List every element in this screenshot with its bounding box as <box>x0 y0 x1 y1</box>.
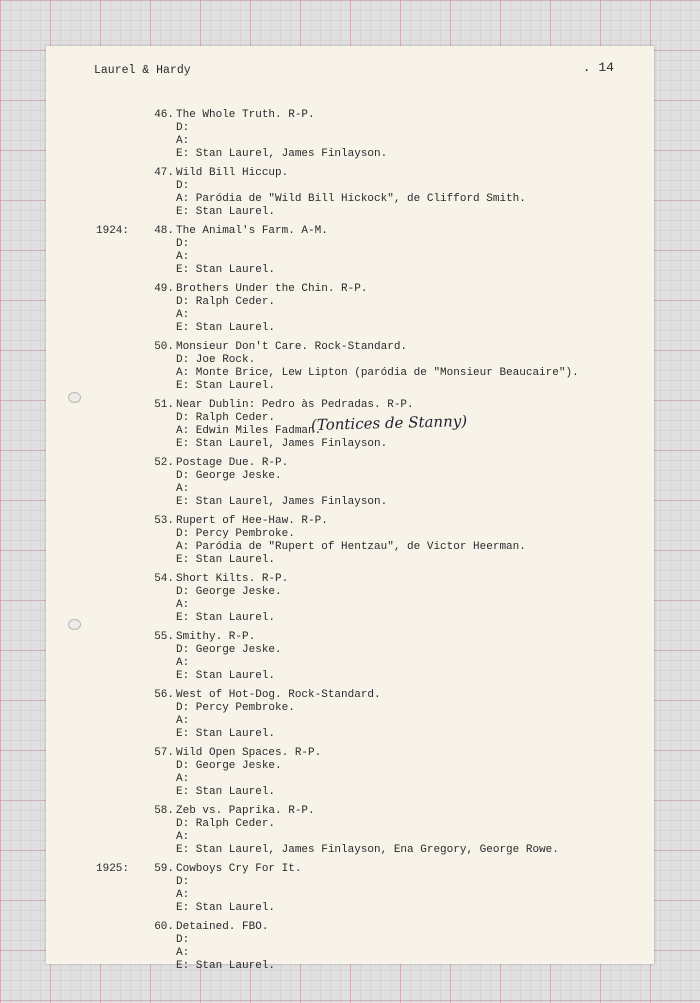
credit-text: A: <box>176 309 190 321</box>
film-credit-line <box>46 670 654 683</box>
film-title: Near Dublin: Pedro às Pedradas. R-P. <box>176 399 414 411</box>
film-number: 50. <box>154 341 174 353</box>
film-title: The Animal's Farm. A-M. <box>176 225 328 237</box>
film-title: Wild Open Spaces. R-P. <box>176 747 322 759</box>
film-credit-line <box>46 180 654 193</box>
film-credit-line <box>46 483 654 496</box>
page-header-title: Laurel & Hardy <box>94 64 191 77</box>
document-page <box>46 46 654 972</box>
film-credit-line <box>46 438 654 451</box>
film-credit-line <box>46 876 654 889</box>
credit-text: E: Stan Laurel. <box>176 612 276 624</box>
credit-text: A: Monte Brice, Lew Lipton (paródia de "Monsieur Beaucaire"). <box>176 367 579 379</box>
film-entry-heading <box>46 863 654 876</box>
credit-text: D: <box>176 876 190 888</box>
film-credit-line <box>46 238 654 251</box>
credit-text: E: Stan Laurel, James Finlayson, Ena Gregory, George Rowe. <box>176 844 559 856</box>
credit-text: E: Stan Laurel. <box>176 380 276 392</box>
film-title: Rupert of Hee-Haw. R-P. <box>176 515 328 527</box>
film-credit-line <box>46 773 654 786</box>
film-credit-line <box>46 264 654 277</box>
film-entry-heading <box>46 689 654 702</box>
film-credit-line <box>46 889 654 902</box>
film-credit-line <box>46 728 654 741</box>
credit-text: E: Stan Laurel, James Finlayson. <box>176 496 388 508</box>
film-credit-line <box>46 934 654 947</box>
film-number: 53. <box>154 515 174 527</box>
film-entry-heading <box>46 921 654 934</box>
film-entry-heading <box>46 399 654 412</box>
film-number: 52. <box>154 457 174 469</box>
film-entry-heading <box>46 225 654 238</box>
film-number: 48. <box>154 225 174 237</box>
film-entry-heading <box>46 457 654 470</box>
film-credit-line <box>46 354 654 367</box>
film-number: 55. <box>154 631 174 643</box>
film-credit-line <box>46 960 654 973</box>
film-entry <box>46 109 654 161</box>
year-label: 1924: <box>96 225 130 237</box>
credit-text: D: <box>176 934 190 946</box>
film-title: Wild Bill Hiccup. <box>176 167 289 179</box>
film-credit-line <box>46 367 654 380</box>
film-number: 47. <box>154 167 174 179</box>
film-credit-line <box>46 586 654 599</box>
film-credit-line <box>46 818 654 831</box>
credit-text: D: George Jeske. <box>176 586 282 598</box>
credit-text: D: <box>176 122 190 134</box>
credit-text: A: <box>176 251 190 263</box>
credit-text: A: <box>176 831 190 843</box>
credit-text: A: <box>176 135 190 147</box>
credit-text: D: <box>176 238 190 250</box>
film-title: The Whole Truth. R-P. <box>176 109 315 121</box>
film-credit-line <box>46 831 654 844</box>
film-entry-heading <box>46 341 654 354</box>
film-number: 56. <box>154 689 174 701</box>
film-credit-line <box>46 296 654 309</box>
film-entry-heading <box>46 167 654 180</box>
credit-text: A: Paródia de "Wild Bill Hickock", de Clifford Smith. <box>176 193 526 205</box>
credit-text: E: Stan Laurel, James Finlayson. <box>176 148 388 160</box>
film-entry <box>46 167 654 219</box>
credit-text: D: George Jeske. <box>176 760 282 772</box>
credit-text: A: <box>176 889 190 901</box>
credit-text: A: Edwin Miles Fadman. <box>176 425 322 437</box>
film-credit-line <box>46 715 654 728</box>
film-number: 46. <box>154 109 174 121</box>
film-credit-line <box>46 148 654 161</box>
credit-text: D: Joe Rock. <box>176 354 256 366</box>
credit-text: E: Stan Laurel. <box>176 670 276 682</box>
handwritten-note: (Tontices de Stanny) <box>310 411 468 435</box>
film-title: Zeb vs. Paprika. R-P. <box>176 805 315 817</box>
film-credit-line <box>46 902 654 915</box>
film-credit-line <box>46 309 654 322</box>
credit-text: E: Stan Laurel. <box>176 206 276 218</box>
year-label: 1925: <box>96 863 130 875</box>
credit-text: D: George Jeske. <box>176 644 282 656</box>
film-number: 54. <box>154 573 174 585</box>
film-number: 51. <box>154 399 174 411</box>
film-entry <box>46 631 654 683</box>
credit-text: E: Stan Laurel, James Finlayson. <box>176 438 388 450</box>
credit-text: E: Stan Laurel. <box>176 322 276 334</box>
film-credit-line <box>46 947 654 960</box>
credit-text: A: <box>176 773 190 785</box>
credit-text: A: <box>176 947 190 959</box>
film-credit-line <box>46 135 654 148</box>
film-credit-line <box>46 599 654 612</box>
film-title: West of Hot-Dog. Rock-Standard. <box>176 689 381 701</box>
credit-text: D: Percy Pembroke. <box>176 702 295 714</box>
film-entry-heading <box>46 109 654 122</box>
film-number: 58. <box>154 805 174 817</box>
film-title: Brothers Under the Chin. R-P. <box>176 283 368 295</box>
film-entry <box>46 805 654 857</box>
film-credit-line <box>46 844 654 857</box>
film-credit-line <box>46 760 654 773</box>
film-credit-line <box>46 122 654 135</box>
credit-text: D: Ralph Ceder. <box>176 296 276 308</box>
film-entry <box>46 921 654 973</box>
punch-hole-icon <box>68 392 81 403</box>
credit-text: D: <box>176 180 190 192</box>
punch-hole-icon <box>68 619 81 630</box>
credit-text: E: Stan Laurel. <box>176 960 276 972</box>
film-credit-line <box>46 612 654 625</box>
film-entry-heading <box>46 631 654 644</box>
film-title: Postage Due. R-P. <box>176 457 289 469</box>
credit-text: D: Ralph Ceder. <box>176 818 276 830</box>
credit-text: E: Stan Laurel. <box>176 264 276 276</box>
film-entry-heading <box>46 573 654 586</box>
credit-text: E: Stan Laurel. <box>176 728 276 740</box>
film-credit-line <box>46 496 654 509</box>
credit-text: D: George Jeske. <box>176 470 282 482</box>
film-credit-line <box>46 786 654 799</box>
film-entry <box>46 747 654 799</box>
film-credit-line <box>46 322 654 335</box>
film-credit-line <box>46 554 654 567</box>
film-credit-line <box>46 528 654 541</box>
filmography-list <box>46 109 654 979</box>
film-number: 59. <box>154 863 174 875</box>
film-entry <box>46 283 654 335</box>
film-title: Monsieur Don't Care. Rock-Standard. <box>176 341 408 353</box>
film-entry-heading <box>46 515 654 528</box>
film-credit-line <box>46 541 654 554</box>
credit-text: E: Stan Laurel. <box>176 902 276 914</box>
film-number: 49. <box>154 283 174 295</box>
film-entry <box>46 863 654 915</box>
credit-text: A: Paródia de "Rupert of Hentzau", de Victor Heerman. <box>176 541 526 553</box>
credit-text: A: <box>176 715 190 727</box>
film-entry <box>46 689 654 741</box>
film-number: 57. <box>154 747 174 759</box>
page-number: . 14 <box>582 60 614 75</box>
film-entry <box>46 573 654 625</box>
film-credit-line <box>46 702 654 715</box>
film-title: Short Kilts. R-P. <box>176 573 289 585</box>
credit-text: D: Ralph Ceder. <box>176 412 276 424</box>
film-credit-line <box>46 644 654 657</box>
film-title: Cowboys Cry For It. <box>176 863 302 875</box>
credit-text: A: <box>176 657 190 669</box>
film-entry <box>46 225 654 277</box>
film-credit-line <box>46 251 654 264</box>
film-title: Smithy. R-P. <box>176 631 256 643</box>
film-entry-heading <box>46 283 654 296</box>
credit-text: D: Percy Pembroke. <box>176 528 295 540</box>
credit-text: A: <box>176 599 190 611</box>
credit-text: E: Stan Laurel. <box>176 786 276 798</box>
film-entry-heading <box>46 747 654 760</box>
film-credit-line <box>46 380 654 393</box>
film-credit-line <box>46 193 654 206</box>
film-entry-heading <box>46 805 654 818</box>
film-entry <box>46 341 654 393</box>
film-entry <box>46 457 654 509</box>
credit-text: A: <box>176 483 190 495</box>
film-credit-line <box>46 206 654 219</box>
credit-text: E: Stan Laurel. <box>176 554 276 566</box>
film-number: 60. <box>154 921 174 933</box>
film-credit-line <box>46 657 654 670</box>
film-entry <box>46 515 654 567</box>
film-credit-line <box>46 470 654 483</box>
film-title: Detained. FBO. <box>176 921 269 933</box>
